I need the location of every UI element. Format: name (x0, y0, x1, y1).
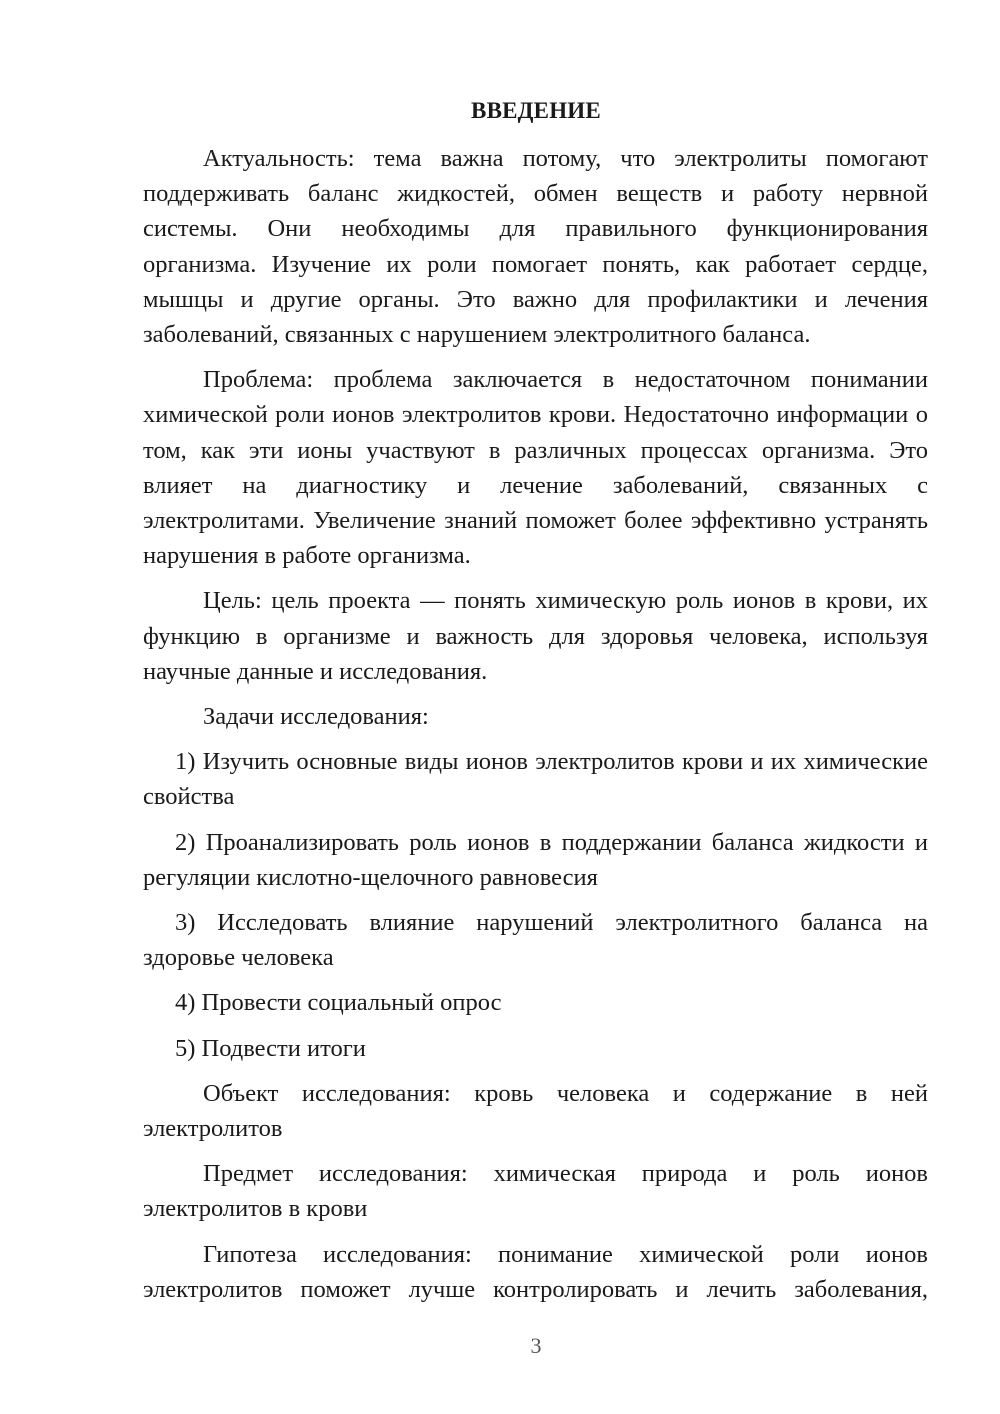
section-heading: ВВЕДЕНИЕ (471, 98, 601, 123)
document-body (143, 141, 928, 1317)
task-item-1: 1) Изучить основные виды ионов электролитов крови и их химические свойства (143, 748, 928, 811)
task-item-3: 3) Исследовать влияние нарушений электролитного баланса на здоровье человека (143, 909, 928, 972)
page-number: 3 (530, 1333, 542, 1358)
task-item-5: 5) Подвести итоги (175, 1034, 366, 1062)
tasks-title: Задачи исследования: (203, 703, 429, 731)
paragraph-object: Объект исследования: кровь человека и содержание в ней электролитов (143, 1079, 928, 1143)
task-item-2: 2) Проанализировать роль ионов в поддержании баланса жидкости и регуляции кислотно-щелочного равновесия (143, 828, 928, 891)
paragraph-hypothesis: Гипотеза исследования: понимание химической роли ионов электролитов поможет лучше контролировать и лечить заболевания, (143, 1240, 928, 1303)
task-item-4: 4) Провести социальный опрос (175, 989, 502, 1017)
paragraph-problem: Проблема: проблема заключается в недостаточном понимании химической роли ионов электролитов крови. Недостаточно информации о том, как эти ионы участвуют в различных процессах организма. Это влияет на диагностику и лечение заболеваний, связанных с электролитами. Увеличение знаний поможет более эффективно устранять нарушения в работе организма. (143, 366, 928, 570)
paragraph-relevance: Актуальность: тема важна потому, что электролиты помогают поддерживать баланс жидкостей, обмен веществ и работу нервной системы. Они необходимы для правильного функционирования организма. Изучение их роли помогает понять, как работает сердце, мышцы и другие органы. Это важно для профилактики и лечения заболеваний, связанных с нарушением электролитного баланса. (143, 145, 928, 349)
paragraph-goal: Цель: цель проекта — понять химическую роль ионов в крови, их функцию в организме и важность для здоровья человека, используя научные данные и исследования. (143, 587, 928, 685)
paragraph-subject: Предмет исследования: химическая природа и роль ионов электролитов в крови (143, 1160, 928, 1223)
